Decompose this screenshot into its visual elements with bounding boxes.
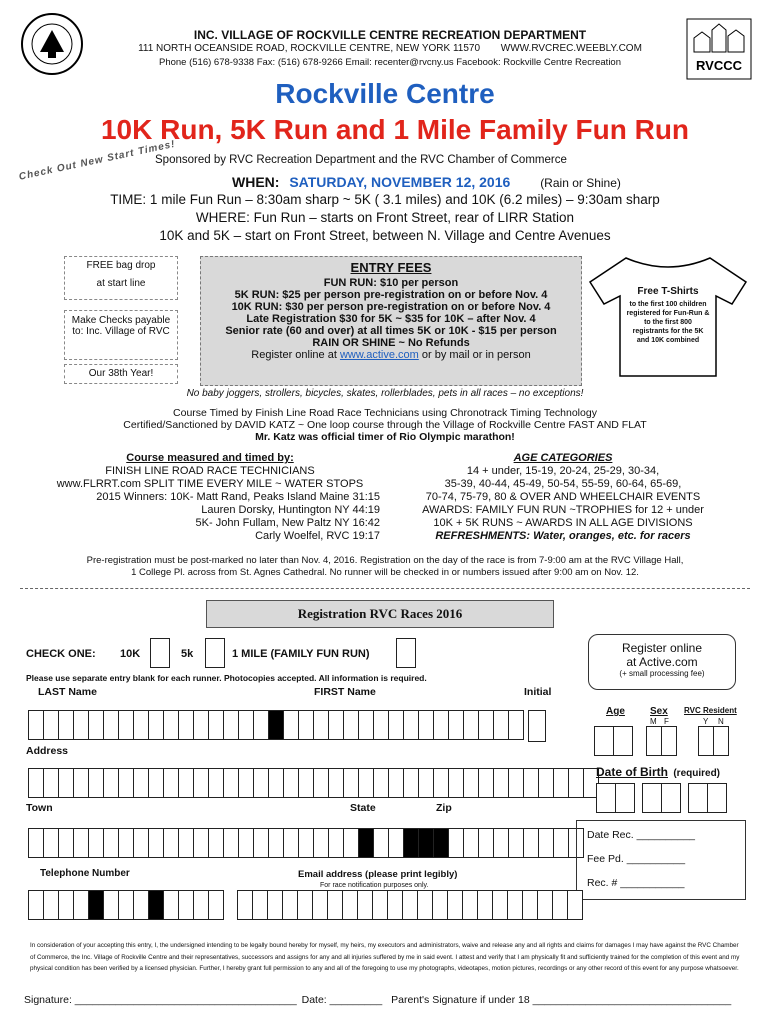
age-label: Age — [606, 706, 625, 717]
date-field[interactable]: Date: _________ — [301, 994, 383, 1006]
prereg-line1: Pre-registration must be post-marked no later than Nov. 4, 2016. Registration on the day of the race is from 7-9:00 am at the RVC Village Hall, — [86, 555, 684, 566]
address-cells[interactable] — [28, 768, 598, 798]
age-cells[interactable] — [594, 726, 632, 756]
sex-f: F — [664, 717, 669, 726]
date-rec-label: Date Rec. __________ — [587, 829, 695, 841]
last-name-label: LAST Name — [38, 686, 97, 698]
dept-name: INC. VILLAGE OF ROCKVILLE CENTRE RECREATION DEPARTMENT — [193, 28, 587, 42]
dept-address — [100, 43, 680, 54]
ages-l5: 10K + 5K RUNS ~ AWARDS IN ALL AGE DIVISIONS — [433, 517, 693, 529]
online-pre: Register online at — [251, 349, 340, 361]
svg-text:RVCCC: RVCCC — [696, 58, 742, 73]
fee-senior: Senior rate (60 and over) at all times 5K or 10K - $15 per person — [225, 325, 557, 337]
online-box-l1: Register online — [621, 641, 703, 655]
initial-cell[interactable] — [528, 710, 546, 742]
form-title: Registration RVC Races 2016 — [206, 600, 554, 628]
bag-drop-note — [64, 256, 178, 300]
entry-fees-box — [200, 256, 582, 386]
online-box-l3: (+ small processing fee) — [619, 669, 705, 678]
year-note: Our 38th Year! — [64, 364, 178, 384]
opt-mile-checkbox[interactable] — [396, 638, 416, 668]
name-cells[interactable] — [28, 710, 523, 740]
course-l2: www.FLRRT.com SPLIT TIME EVERY MILE ~ WATER STOPS — [56, 478, 364, 490]
ages-heading: AGE CATEGORIES — [513, 452, 613, 464]
course-heading: Course measured and timed by: — [126, 452, 294, 464]
opt-5k-label: 5k — [181, 648, 194, 660]
checks-note: Make Checks payable to: Inc. Village of RVC — [64, 310, 178, 360]
sex-m: M — [650, 717, 657, 726]
new-times-callout: Check Out New Start Times! — [18, 138, 177, 183]
dob-cells[interactable] — [596, 783, 726, 813]
sponsor-line: Sponsored by RVC Recreation Department and the RVC Chamber of Commerce — [155, 154, 567, 166]
rec-logo — [20, 12, 84, 76]
ages-l2: 35-39, 40-44, 45-49, 50-54, 55-59, 60-64, 65-69, — [444, 478, 682, 490]
email-label: Email address (please print legibly) — [298, 869, 458, 880]
time-line: TIME: 1 mile Fun Run – 8:30am sharp ~ 5K ( 3.1 miles) and 10K (6.2 miles) – 9:30am sharp — [110, 192, 660, 207]
signature-line — [24, 994, 731, 1006]
course-l6: Carly Woelfel, RVC 19:17 — [255, 530, 380, 542]
bag-line1: FREE bag drop — [86, 260, 156, 271]
course-l4: Lauren Dorsky, Huntington NY 44:19 — [201, 504, 380, 516]
office-use-box — [576, 820, 746, 900]
opt-10k-checkbox[interactable] — [150, 638, 170, 668]
bag-line2: at start line — [96, 278, 146, 289]
rec-no-label: Rec. # ___________ — [587, 877, 685, 889]
telephone-label: Telephone Number — [40, 868, 130, 879]
rvc-cells[interactable] — [698, 726, 728, 756]
state-label: State — [350, 802, 376, 814]
fee-10k: 10K RUN: $30 per person pre-registration on or before Nov. 4 — [231, 301, 551, 313]
rvc-n: N — [718, 717, 724, 726]
parent-signature-field[interactable]: Parent's Signature if under 18 __________________________________ — [391, 994, 732, 1006]
where-line: WHERE: Fun Run – starts on Front Street, rear of LIRR Station — [195, 210, 575, 225]
timing-line1: Course Timed by Finish Line Road Race Technicians using Chronotrack Timing Technology — [173, 407, 597, 419]
chamber-logo — [686, 18, 752, 80]
fee-5k: 5K RUN: $25 per person pre-registration on or before Nov. 4 — [234, 289, 548, 301]
online-register-box — [588, 634, 736, 690]
online-post: or by mail or in person — [418, 349, 531, 361]
fees-heading: ENTRY FEES — [350, 260, 432, 275]
opt-mile-label: 1 MILE (FAMILY FUN RUN) — [232, 648, 370, 660]
waiver-text: In consideration of your accepting this entry, I, the undersigned intending to be legally bound hereby for myself, my heirs, my executors and administrators, waive and release any and all rights and claims for damages I may have against the RVC Chamber of Commerce, the Inc. Village of Rockville Centre and their representatives, successors and assigns for any and all injuries suffered by me in said event. I attest and verify that I am physically fit and sufficiently trained for the completion of this event and my physical condition has been verified by a licensed physician. Further, I hereby grant full permission to any and all of the foregoing to use my photographs, videotapes, motion pictures, recordings or any other record of this event for any purpose whatsoever. — [30, 942, 740, 972]
signature-field[interactable]: Signature: ______________________________________ — [24, 994, 297, 1006]
town-label: Town — [26, 802, 53, 814]
event-date: SATURDAY, NOVEMBER 12, 2016 — [289, 174, 511, 190]
online-box-l2: at Active.com — [626, 655, 698, 669]
ages-l6: REFRESHMENTS: Water, oranges, etc. for racers — [435, 530, 691, 542]
email-note: For race notification purposes only. — [320, 882, 429, 889]
dob-required: (required) — [673, 768, 721, 779]
rain-note: (Rain or Shine) — [540, 176, 621, 190]
sex-cells[interactable] — [646, 726, 676, 756]
first-name-label: FIRST Name — [314, 686, 376, 698]
contact-line: Phone (516) 678-9338 Fax: (516) 678-9266 Email: recenter@rvcny.us Facebook: Rockville Centre Recreation — [158, 57, 621, 68]
dob-text: Date of Birth — [596, 765, 668, 779]
title-line2: 10K Run, 5K Run and 1 Mile Family Fun Run — [100, 114, 690, 145]
website-link[interactable]: WWW.RVCREC.WEEBLY.COM — [500, 43, 642, 54]
timing-line2: Certified/Sanctioned by DAVID KATZ ~ One loop course through the Village of Rockville Centre FAST AND FLAT — [123, 419, 647, 431]
initial-label: Initial — [524, 686, 552, 698]
ages-l1: 14 + under, 15-19, 20-24, 25-29, 30-34, — [466, 465, 660, 477]
course-l3: 2015 Winners: 10K- Matt Rand, Peaks Island Maine 31:15 — [96, 491, 380, 503]
register-online-line — [201, 349, 581, 361]
rvc-label: RVC Resident — [684, 706, 737, 715]
active-link[interactable]: www.active.com — [339, 349, 419, 361]
fee-pd-label: Fee Pd. __________ — [587, 853, 686, 865]
town-state-zip-cells[interactable] — [28, 828, 583, 858]
ages-l4: AWARDS: FAMILY FUN RUN ~TROPHIES for 12 + under — [422, 504, 704, 516]
sex-label: Sex — [650, 706, 668, 717]
timing-line3: Mr. Katz was official timer of Rio Olympic marathon! — [255, 431, 515, 443]
tshirt-title: Free T-Shirts — [637, 286, 699, 297]
prereg-line2: 1 College Pl. across from St. Agnes Cathedral. No runner will be checked in or numbers issued after 9:00 am on Nov. 12. — [131, 567, 639, 578]
zip-label: Zip — [436, 802, 452, 814]
when-line — [232, 174, 621, 190]
no-baby-notice: No baby joggers, strollers, bicycles, skates, rollerblades, pets in all races – no exceptions! — [186, 388, 584, 399]
fee-fun-run: FUN RUN: $10 per person — [323, 277, 459, 289]
tshirt-graphic — [586, 252, 750, 380]
start-line: 10K and 5K – start on Front Street, between N. Village and Centre Avenues — [159, 228, 611, 243]
age-categories-block — [398, 452, 728, 543]
rvc-y: Y — [703, 717, 709, 726]
fee-rain: RAIN OR SHINE ~ No Refunds — [312, 337, 470, 349]
course-block — [40, 452, 380, 543]
check-one-label: CHECK ONE: — [26, 648, 96, 660]
cut-line — [20, 588, 750, 589]
opt-10k-label: 10K — [120, 648, 141, 660]
title-line1: Rockville Centre — [275, 78, 495, 109]
dob-label — [596, 765, 720, 779]
ages-l3: 70-74, 75-79, 80 & OVER AND WHEELCHAIR EVENTS — [425, 491, 701, 503]
address-label: Address — [26, 745, 69, 757]
phone-email-cells[interactable] — [28, 890, 582, 920]
tshirt-body: to the first 100 children registered for Fun-Run & to the first 800 registrants for the 5K and 10K combined — [626, 301, 710, 344]
course-l1: FINISH LINE ROAD RACE TECHNICIANS — [105, 465, 315, 477]
course-l5: 5K- John Fullam, New Paltz NY 16:42 — [195, 517, 380, 529]
opt-5k-checkbox[interactable] — [205, 638, 225, 668]
address-text: 111 NORTH OCEANSIDE ROAD, ROCKVILLE CENTRE, NEW YORK 11570 — [138, 43, 481, 54]
fee-late: Late Registration $30 for 5K ~ $35 for 10K – after Nov. 4 — [246, 313, 536, 325]
form-instructions: Please use separate entry blank for each runner. Photocopies accepted. All information is required. — [26, 673, 427, 683]
when-label: WHEN: — [232, 174, 280, 190]
